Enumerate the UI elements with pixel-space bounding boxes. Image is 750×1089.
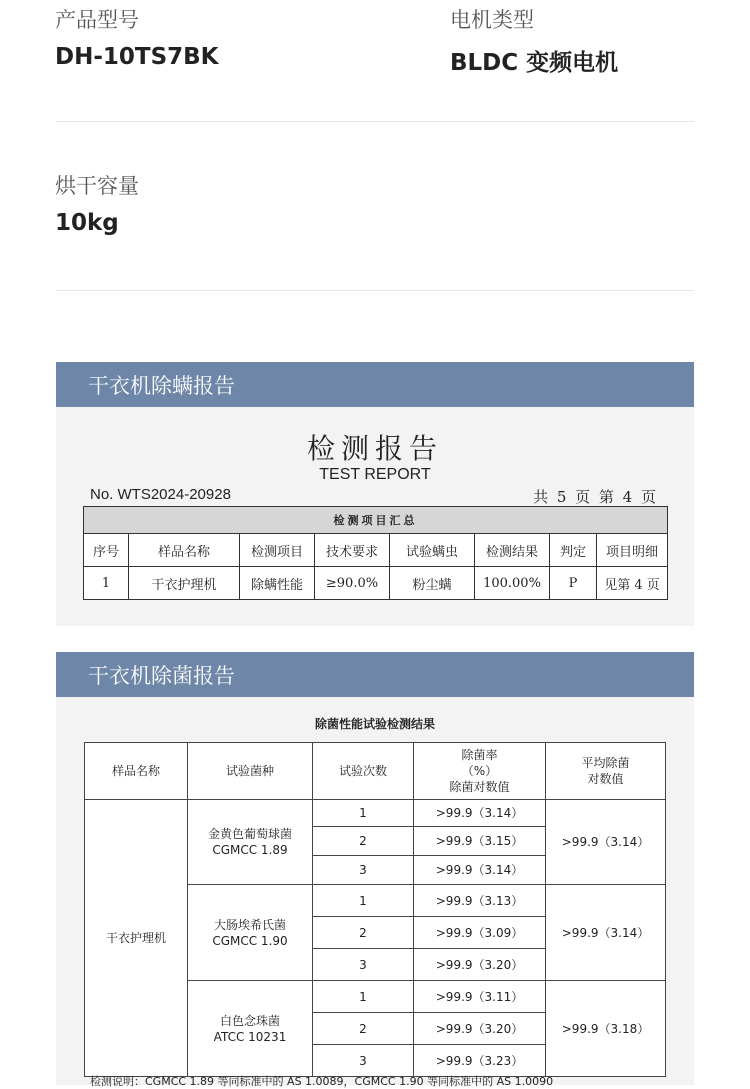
result-cell: >99.9（3.13） [414,885,546,917]
bacteria-report-banner [56,652,694,697]
header-average-line-1: 平均除菌 [581,756,630,770]
sample-name-cell: 干衣护理机 [85,800,188,1077]
row-cell: 粉尘螨 [390,567,475,600]
average-cell: >99.9（3.14） [546,800,666,885]
strain-name: 金黄色葡萄球菌 [207,827,292,841]
mite-summary-table [83,506,668,600]
row-cell: 1 [84,567,129,600]
header-rate-line-2: （%） [461,764,498,778]
result-cell: >99.9（3.11） [414,981,546,1013]
report-number: No. WTS2024-20928 [90,486,231,503]
spec-divider-1 [56,121,694,122]
trial-cell: 1 [313,800,414,827]
report-title-en: TEST REPORT [319,466,431,483]
header-rate [414,743,546,800]
strain-cell [188,981,313,1077]
strain-cell [188,885,313,981]
row-cell: 干衣护理机 [129,567,240,600]
column-header: 检测项目 [240,534,315,567]
header-sample: 样品名称 [85,743,188,800]
model-label: 产品型号 [55,8,139,32]
trial-cell: 2 [313,1013,414,1045]
column-header: 序号 [84,534,129,567]
bacteria-table-title: 除菌性能试验检测结果 [314,717,435,731]
column-header: 试验螨虫 [390,534,475,567]
header-average [546,743,666,800]
result-cell: >99.9（3.20） [414,1013,546,1045]
row-cell: 除螨性能 [240,567,315,600]
trial-cell: 2 [313,827,414,856]
model-value: DH-10TS7BK [55,44,219,70]
average-cell: >99.9（3.14） [546,885,666,981]
trial-cell: 2 [313,917,414,949]
test-note: 检测说明：CGMCC 1.89 等同标准中的 AS 1.0089，CGMCC 1.90 等同标准中的 AS 1.0090 [90,1075,554,1088]
report-pages: 共 5 页 第 4 页 [533,488,656,506]
result-cell: >99.9（3.23） [414,1045,546,1077]
result-cell: >99.9（3.14） [414,800,546,827]
strain-name: 白色念珠菌 [219,1013,280,1028]
strain-code: CGMCC 1.89 [212,843,288,857]
bacteria-header-row [85,743,666,800]
mite-report-document [56,407,694,626]
model-spec [55,4,219,70]
row-cell: 见第 4 页 [597,567,668,600]
table-row [84,567,668,600]
spec-divider-2 [56,290,694,291]
mite-report-banner-title: 干衣机除螨报告 [88,374,235,398]
strain-code: CGMCC 1.90 [212,933,288,948]
trial-cell: 3 [313,1045,414,1077]
bacteria-results-table [84,742,666,1077]
header-strain: 试验菌种 [188,743,313,800]
strain-cell [188,800,313,885]
strain-name: 大肠埃希氏菌 [213,917,286,932]
motor-value: BLDC 变频电机 [450,50,619,76]
header-rate-line-3: 除菌对数值 [449,780,510,794]
row-cell: ≥90.0% [315,567,390,600]
trial-cell: 1 [313,981,414,1013]
header-trials: 试验次数 [313,743,414,800]
column-header: 技术要求 [315,534,390,567]
column-header: 样品名称 [129,534,240,567]
column-header: 检测结果 [475,534,550,567]
row-cell: 100.00% [475,567,550,600]
motor-label: 电机类型 [450,8,534,32]
trial-cell: 1 [313,885,414,917]
header-rate-line-1: 除菌率 [461,748,498,762]
summary-column-headers [84,534,668,567]
trial-cell: 3 [313,949,414,981]
mite-report-banner [56,362,694,407]
table-row [85,800,666,827]
row-cell: P [550,567,597,600]
result-cell: >99.9（3.20） [414,949,546,981]
bacteria-report-document [56,697,694,1088]
report-title-cn: 检测报告 [306,432,443,465]
result-cell: >99.9（3.15） [414,827,546,856]
column-header: 判定 [550,534,597,567]
capacity-spec [55,170,139,236]
header-average-line-2: 对数值 [587,772,624,786]
motor-spec [450,4,618,77]
column-header: 项目明细 [597,534,668,567]
capacity-value: 10kg [55,210,119,236]
strain-code: ATCC 10231 [213,1029,287,1044]
result-cell: >99.9（3.09） [414,917,546,949]
summary-header: 检测项目汇总 [84,507,668,534]
trial-cell: 3 [313,856,414,885]
average-cell: >99.9（3.18） [546,981,666,1077]
capacity-label: 烘干容量 [55,174,139,198]
bacteria-report-banner-title: 干衣机除菌报告 [88,664,235,688]
result-cell: >99.9（3.14） [414,856,546,885]
